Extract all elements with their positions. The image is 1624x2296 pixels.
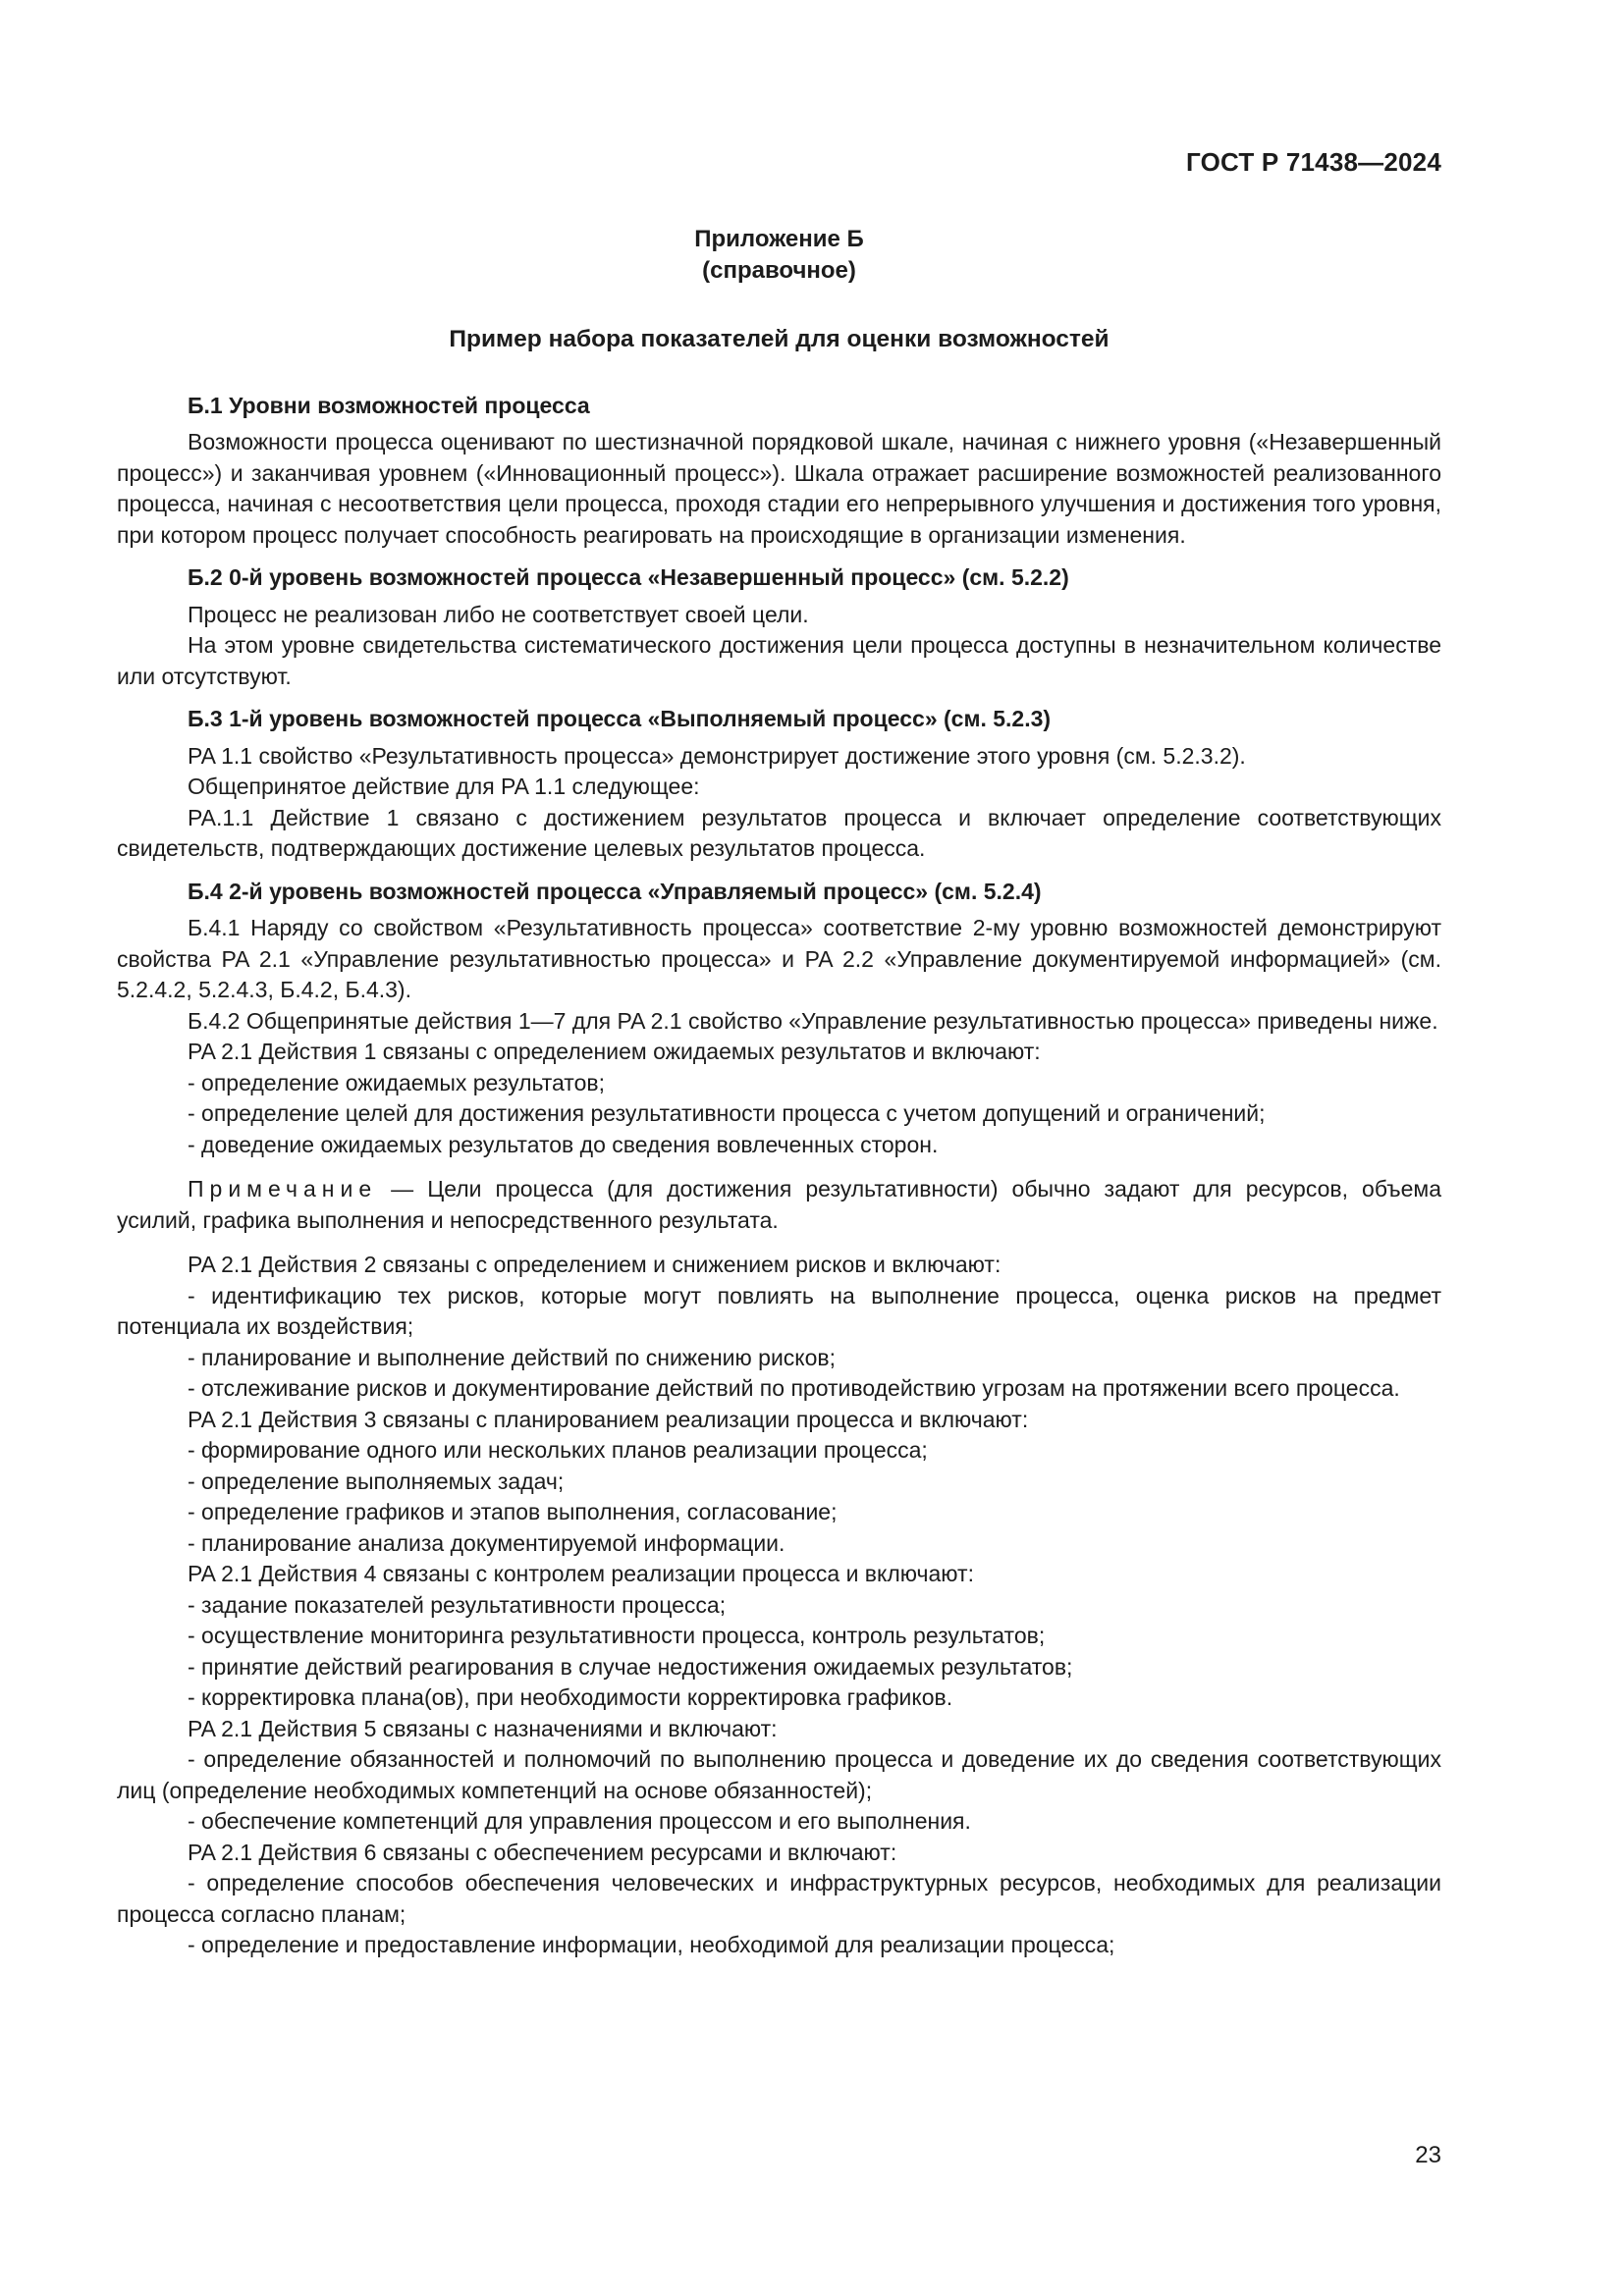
list-item: - планирование и выполнение действий по снижению рисков;: [188, 1344, 837, 1370]
list-item: - обеспечение компетенций для управления процессом и его выполнения.: [188, 1808, 971, 1834]
list-item: - планирование анализа документируемой информации.: [188, 1529, 785, 1556]
paragraph: Возможности процесса оценивают по шестизначной порядковой шкале, начиная с нижнего уровня («Незавершенный процесс») и заканчивая уровнем («Инновационный процесс»). Шкала отражает расширение возможностей реализованного процесса, начиная с несоответствия цели процесса, проходя стадии его непрерывного улучшения и достижения того уровня, при котором процесс получает способность реагировать на происходящие в организации изменения.: [117, 429, 1441, 548]
list-item: - формирование одного или нескольких планов реализации процесса;: [188, 1437, 928, 1463]
list-item: - задание показателей результативности процесса;: [188, 1591, 727, 1618]
section-heading-b4: Б.4 2-й уровень возможностей процесса «Управляемый процесс» (см. 5.2.4): [188, 878, 1042, 904]
paragraph: PA.1.1 Действие 1 связано с достижением результатов процесса и включает определение соответствующих свидетельств, подтверждающих достижение целевых результатов процесса.: [117, 804, 1441, 861]
list-item: - определение целей для достижения результативности процесса с учетом допущений и ограничений;: [188, 1100, 1266, 1126]
paragraph: PA 2.1 Действия 6 связаны с обеспечением ресурсами и включают:: [188, 1839, 897, 1865]
paragraph: PA 2.1 Действия 1 связаны с определением ожидаемых результатов и включают:: [188, 1039, 1041, 1064]
section-heading-b3: Б.3 1-й уровень возможностей процесса «Выполняемый процесс» (см. 5.2.3): [188, 706, 1052, 731]
section-heading-b1: Б.1 Уровни возможностей процесса: [188, 392, 590, 418]
paragraph: PA 2.1 Действия 5 связаны с назначениями и включают:: [188, 1715, 778, 1741]
page-content: [117, 224, 1441, 1961]
list-item: - определение способов обеспечения человеческих и инфраструктурных ресурсов, необходимых для реализации процесса согласно планам;: [117, 1870, 1441, 1927]
list-item: - определение ожидаемых результатов;: [188, 1069, 605, 1095]
appendix-heading: Пример набора показателей для оценки возможностей: [449, 326, 1110, 352]
paragraph: На этом уровне свидетельства систематического достижения цели процесса доступны в незначительном количестве или отсутствуют.: [117, 632, 1441, 689]
paragraph: PA 1.1 свойство «Результативность процесса» демонстрирует достижение этого уровня (см. 5.2.3.2).: [188, 742, 1246, 769]
list-item: - корректировка плана(ов), при необходимости корректировка графиков.: [188, 1684, 953, 1710]
note-text: — Цели процесса (для достижения результативности) обычно задают для ресурсов, объема усилий, графика выполнения и непосредственного результата.: [117, 1176, 1441, 1233]
note: [117, 1174, 1441, 1236]
list-item: - идентификацию тех рисков, которые могут повлиять на выполнение процесса, оценка рисков на предмет потенциала их воздействия;: [117, 1282, 1441, 1339]
paragraph: Б.4.1 Наряду со свойством «Результативность процесса» соответствие 2-му уровню возможностей демонстрируют свойства PA 2.1 «Управление результативностью процесса» и PA 2.2 «Управление документируемой информацией» (см. 5.2.4.2, 5.2.4.3, Б.4.2, Б.4.3).: [117, 915, 1441, 1002]
paragraph: PA 2.1 Действия 2 связаны с определением и снижением рисков и включают:: [188, 1252, 1001, 1277]
list-item: - доведение ожидаемых результатов до сведения вовлеченных сторон.: [188, 1131, 939, 1157]
list-item: - определение обязанностей и полномочий по выполнению процесса и доведение их до сведения соответствующих лиц (определение необходимых компетенций на основе обязанностей);: [117, 1746, 1441, 1803]
paragraph: Б.4.2 Общепринятые действия 1—7 для PA 2.1 свойство «Управление результативностью процесса» приведены ниже.: [188, 1007, 1438, 1034]
list-item: - принятие действий реагирования в случае недостижения ожидаемых результатов;: [188, 1653, 1073, 1680]
paragraph: Общепринятое действие для PA 1.1 следующее:: [188, 774, 700, 799]
appendix-title: Приложение Б: [694, 226, 864, 252]
paragraph: Процесс не реализован либо не соответствует своей цели.: [188, 601, 809, 627]
list-item: - отслеживание рисков и документирование действий по противодействию угрозам на протяжении всего процесса.: [188, 1375, 1400, 1401]
section-heading-b2: Б.2 0-й уровень возможностей процесса «Незавершенный процесс» (см. 5.2.2): [188, 564, 1069, 590]
note-label: Примечание: [188, 1176, 378, 1201]
document-code: ГОСТ Р 71438—2024: [1186, 147, 1441, 177]
page-number: 23: [1415, 2142, 1441, 2168]
list-item: - определение графиков и этапов выполнения, согласование;: [188, 1499, 838, 1524]
paragraph: PA 2.1 Действия 4 связаны с контролем реализации процесса и включают:: [188, 1561, 974, 1586]
list-item: - осуществление мониторинга результативности процесса, контроль результатов;: [188, 1623, 1046, 1648]
list-item: - определение и предоставление информации, необходимой для реализации процесса;: [188, 1932, 1115, 1957]
list-item: - определение выполняемых задач;: [188, 1468, 565, 1494]
paragraph: PA 2.1 Действия 3 связаны с планированием реализации процесса и включают:: [188, 1406, 1029, 1432]
appendix-subtitle: (справочное): [702, 257, 856, 284]
